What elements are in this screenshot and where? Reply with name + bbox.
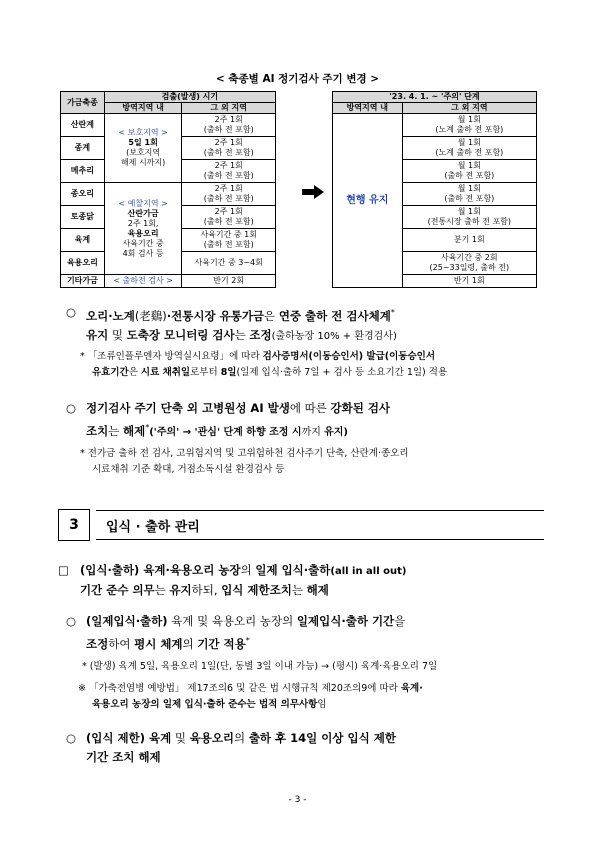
b2-c: 강화된 검사 <box>330 401 391 415</box>
note3: * (발생) 육계 5일, 육용오리 1일(단, 동별 3일 이내 가능) → (평시) 육계·육용오리 7일 <box>82 661 438 672</box>
i1-h: 하되, <box>191 583 222 597</box>
n4-a: ※ 「가축전염병 예방법」 제17조의6 및 같은 법 시행규칙 제20조의9에 따라 <box>78 683 401 694</box>
b4-e: 출하 후 14일 이상 입식 제한 <box>248 731 396 745</box>
b4-a: (입식 제한) 육계 <box>86 731 172 745</box>
outside-line1: 분기 1회 <box>453 235 485 244</box>
outside-cell <box>402 114 536 137</box>
outside-cell <box>402 206 536 229</box>
n4-c: 육용오리 농장의 일제 입식·출하 준수는 법적 의무사항 <box>92 699 318 710</box>
n1-a: * 「조류인플루엔자 방역실시요령」에 따라 <box>80 351 263 362</box>
n1-e: 시료 채취일 <box>140 367 191 378</box>
b1-l: (출하농장 10% + 환경검사) <box>271 330 397 342</box>
outside-line2: (노계 출하 전 포함) <box>435 125 504 134</box>
b1-j: 는 <box>234 327 250 342</box>
species-cell: 산란계 <box>61 114 105 137</box>
col-inside-header: 방역지역 내 <box>104 103 182 114</box>
outside-line1: 2주 1회 <box>214 207 243 216</box>
col-outside-header: 그 외 지역 <box>182 103 276 114</box>
inside-b-l1: 산란가금 <box>127 208 159 218</box>
b2-h: ('주의' → '관심' 단계 하향 조정 시 <box>149 426 302 438</box>
outside-line2: (25~33일령, 출하 전) <box>429 263 510 272</box>
b4-b: 및 <box>171 731 190 745</box>
b3-a: (일제입식·출하) <box>86 614 168 628</box>
b4-c: 육용오리 <box>189 731 235 745</box>
outside-line1: 2주 1회 <box>214 115 243 124</box>
bullet-marker: ○ <box>66 401 77 415</box>
n2-b: 시료채취 기준 확대, 거점소독시설 환경검사 등 <box>92 464 285 475</box>
outside-line2: (출하 전 포함) <box>203 217 254 226</box>
b3-h: 의 <box>182 636 198 651</box>
phase-header: '23. 4. 1. ~ '주의' 단계 <box>333 92 537 103</box>
species-cell: 토종닭 <box>61 206 105 229</box>
bullet-marker: ○ <box>66 731 77 745</box>
outside-cell: 반기 1회 <box>402 275 536 288</box>
outside-line1: 월 1회 <box>457 138 481 147</box>
outside-line1: 2주 1회 <box>214 138 243 147</box>
b2-g: * <box>145 423 150 432</box>
col-group-header: 검출(발생) 시기 <box>104 92 275 103</box>
i1-k: 해제 <box>306 583 329 597</box>
n1-f: 로부터 <box>190 367 221 378</box>
inside-a-sub2: 해제 시까지) <box>120 158 166 167</box>
outside-line2: (출하 전 포함) <box>203 171 254 180</box>
outside-line2: (출하 전 포함) <box>203 240 254 249</box>
n1-c: 유효기간 <box>92 367 129 378</box>
b2-b: 에 따른 <box>289 401 331 415</box>
b3-b: 육계 및 육용오리 농장의 <box>167 614 297 628</box>
b4-d: 의 <box>234 731 249 745</box>
i1-g: 유지 <box>169 583 192 597</box>
inside-a-label: < 보호지역 > <box>118 128 168 137</box>
n4-b: 육계· <box>400 683 423 694</box>
bullet1 <box>86 303 546 346</box>
outside-line1: 월 1회 <box>457 207 481 216</box>
i1-j: 는 <box>291 583 307 597</box>
outside-cell <box>402 137 536 160</box>
b3-g: 평시 체계 <box>134 636 183 651</box>
inside-keep-cell: 현행 유지 <box>333 114 403 288</box>
outside-line1: 사육기간 중 3~4회 <box>194 258 263 267</box>
inside-b-l2: 2주 1회, <box>127 218 159 228</box>
outside-line2: (출하 전 포함) <box>203 148 254 157</box>
b1-c: ·전통시장 유통가금 <box>166 308 265 323</box>
species-cell: 육계 <box>61 229 105 252</box>
species-cell: 메추리 <box>61 160 105 183</box>
n1-d: 은 <box>128 367 141 378</box>
outside-line2: (출하 전 포함) <box>444 171 495 180</box>
outside-cell <box>182 229 276 252</box>
b1-f: * <box>390 308 395 317</box>
inside-a-main: 5일 1회 <box>128 138 158 147</box>
b1-b: (老鷄) <box>134 308 167 323</box>
species-cell: 기타가금 <box>61 275 105 288</box>
section-title: 입식 · 출하 관리 <box>106 520 200 535</box>
inside-b-l5: 4회 검사 등 <box>122 248 164 258</box>
b3-f: 하여 <box>108 636 135 651</box>
inside-a-sub1: (보호지역 <box>126 148 161 157</box>
b3-j: * <box>245 636 250 645</box>
b2-d: 조치 <box>86 423 109 438</box>
i1-f: 는 <box>154 583 170 597</box>
inside-preshipment-cell: < 출하전 검사 > <box>104 275 182 288</box>
outside-cell <box>182 160 276 183</box>
b1-d: 은 <box>264 308 279 323</box>
outside-line1: 사육기간 중 1회 <box>200 230 257 239</box>
bullet2 <box>86 399 546 442</box>
n1-g: 8일 <box>220 367 237 378</box>
i1-d: (all in all out) <box>330 566 407 577</box>
page-number: - 3 - <box>288 795 307 805</box>
outside-cell: 반기 2회 <box>182 275 276 288</box>
outside-cell <box>402 183 536 206</box>
outside-line1: 사육기간 중 2회 <box>441 253 498 262</box>
b1-g: 유지 <box>86 327 109 342</box>
inside-surveillance-cell <box>104 183 182 275</box>
right-arrow-icon <box>302 185 324 199</box>
b2-j: 유지) <box>324 426 348 438</box>
outside-cell <box>402 160 536 183</box>
b3-e: 조정 <box>86 636 109 651</box>
b2-f: 해제 <box>122 423 146 438</box>
bullet4 <box>86 729 546 767</box>
left-table <box>60 91 276 288</box>
checkbox-marker: □ <box>58 563 69 577</box>
outside-cell <box>182 137 276 160</box>
outside-line2: (출하 전 포함) <box>444 194 495 203</box>
right-table <box>332 91 537 288</box>
outside-line2: (전통시장 출하 전 포함) <box>427 217 512 226</box>
col-species-header: 가금축종 <box>61 92 105 114</box>
b2-i: 까지 <box>301 426 325 438</box>
col-inside-header: 방역지역 내 <box>333 103 403 114</box>
b4-f: 기간 조치 해제 <box>86 750 161 764</box>
inside-b-l3: 육용오리 <box>127 228 159 238</box>
b1-k: 조정 <box>249 327 272 342</box>
i1-e: 기간 준수 의무 <box>80 583 155 597</box>
outside-line1: 월 1회 <box>457 184 481 193</box>
inside-b-l4: 사육기간 중 <box>122 238 164 248</box>
bullet-marker: ○ <box>66 305 77 319</box>
b3-c: 일제입식·출하 기간 <box>296 614 395 628</box>
bullet3 <box>86 612 546 654</box>
n2-a: * 전가금 출하 전 검사, 고위험지역 및 고위험하천 검사주기 단축, 산란계·종오리 <box>80 448 409 459</box>
col-outside-header: 그 외 지역 <box>402 103 536 114</box>
i1-c: 일제 입식·출하 <box>255 563 331 577</box>
outside-line1: 2주 1회 <box>214 184 243 193</box>
inside-b-label: < 예찰지역 > <box>118 198 168 208</box>
inside-protection-cell <box>104 114 182 183</box>
i1-b: 의 <box>240 563 256 577</box>
b1-h: 및 <box>108 327 127 342</box>
n1-b: 검사증명서(이동승인서) 발급(이동승인서 <box>262 351 436 362</box>
b2-a: 정기검사 주기 단축 외 고병원성 AI 발생 <box>86 401 290 415</box>
section-title-box <box>96 510 544 540</box>
b1-a: 오리·노계 <box>86 308 135 323</box>
outside-line1: 월 1회 <box>457 115 481 124</box>
n1-h: (일제 입식·출하 7일 + 검사 등 소요기간 1일) 적용 <box>236 367 448 378</box>
outside-cell <box>402 229 536 252</box>
b1-i: 도축장 모니터링 검사 <box>126 327 235 342</box>
species-cell: 육용오리 <box>61 252 105 275</box>
outside-cell <box>182 183 276 206</box>
outside-cell <box>182 114 276 137</box>
outside-cell <box>182 206 276 229</box>
i1-a: (입식·출하) 육계·육용오리 농장 <box>80 563 241 577</box>
note1 <box>80 349 550 381</box>
outside-line2: (노계 출하 전 포함) <box>435 148 504 157</box>
outside-line2: (출하 전 포함) <box>203 194 254 203</box>
outside-cell <box>402 252 536 275</box>
note2 <box>80 446 550 478</box>
n4-d: 임 <box>317 699 327 710</box>
outside-line1: 월 1회 <box>457 161 481 170</box>
outside-line1: 2주 1회 <box>214 161 243 170</box>
outside-line2: (출하 전 포함) <box>203 125 254 134</box>
b1-e: 연중 출하 전 검사체계 <box>278 308 391 323</box>
b3-d: 을 <box>394 614 406 628</box>
section-number: 3 <box>58 509 90 541</box>
species-cell: 종오리 <box>61 183 105 206</box>
species-cell: 종계 <box>61 137 105 160</box>
note4 <box>78 681 548 713</box>
table-title: < 축종별 AI 정기검사 주기 변경 > <box>215 73 380 85</box>
bullet-marker: ○ <box>66 614 77 628</box>
b2-e: 는 <box>108 423 123 438</box>
outside-cell <box>182 252 276 275</box>
i1-i: 입식 제한조치 <box>221 583 292 597</box>
item1 <box>80 561 546 600</box>
b3-i: 기간 적용 <box>197 636 246 651</box>
